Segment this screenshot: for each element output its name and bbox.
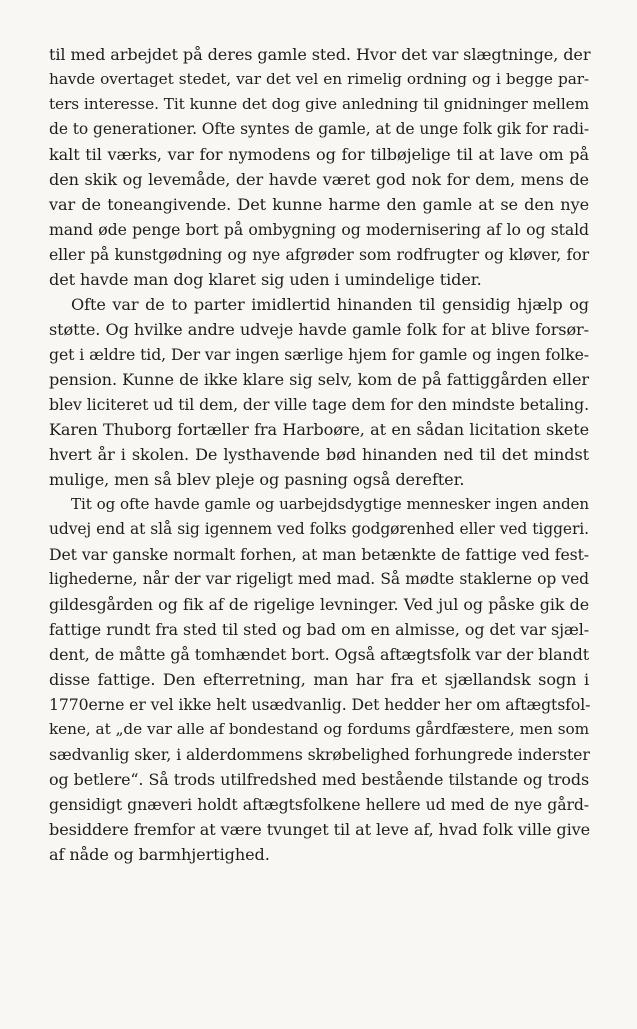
text-line: det havde man dog klaret sig uden i umindelige tider. — [49, 270, 482, 289]
text-line: ters interesse. Tit kunne det dog give anledning til gnidninger mellem — [49, 95, 589, 113]
text-line: lighederne, når der var rigeligt med mad. Så mødte staklerne op ved — [49, 570, 589, 588]
text-line: Ofte var de to parter imidlertid hinanden til gensidig hjælp og — [71, 295, 589, 314]
text-line: get i ældre tid, Der var ingen særlige hjem for gamle og ingen folke- — [49, 345, 589, 364]
text-line: var de toneangivende. Det kunne harme den gamle at se den nye — [49, 195, 589, 214]
text-line: Tit og ofte havde gamle og uarbejdsdygtige mennesker ingen anden — [71, 495, 589, 513]
text-line: Det var ganske normalt forhen, at man betænkte de fattige ved fest- — [49, 545, 589, 564]
text-line: kene, at „de var alle af bondestand og fordums gårdfæstere, men som — [49, 720, 589, 738]
text-line: den skik og levemåde, der havde været god nok for dem, mens de — [49, 170, 589, 189]
text-line: fattige rundt fra sted til sted og bad om en almisse, og det var sjæl- — [49, 620, 589, 639]
text-line: gildesgården og fik af de rigelige levninger. Ved jul og påske gik de — [49, 595, 589, 614]
text-line: mand øde penge bort på ombygning og modernisering af lo og stald — [49, 220, 589, 239]
text-line: kalt til værks, var for nymodens og for tilbøjelige til at lave om på — [49, 145, 589, 164]
text-line: pension. Kunne de ikke klare sig selv, kom de på fattiggården eller — [49, 370, 589, 389]
text-line: hvert år i skolen. De lysthavende bød hinanden ned til det mindst — [49, 445, 589, 464]
text-line: af nåde og barmhjertighed. — [49, 845, 270, 864]
text-line: sædvanlig sker, i alderdommens skrøbelighed forhungrede inderster — [49, 745, 590, 764]
text-line: Karen Thuborg fortæller fra Harboøre, at en sådan licitation skete — [49, 420, 589, 439]
text-line: og betlere“. Så trods utilfredshed med bestående tilstande og trods — [49, 770, 589, 789]
text-line: dent, de måtte gå tomhændet bort. Også aftægtsfolk var der blandt — [49, 645, 589, 664]
text-line: havde overtaget stedet, var det vel en rimelig ordning og i begge par- — [49, 70, 589, 88]
text-line: gensidigt gnæveri holdt aftægtsfolkene hellere ud med de nye gård- — [49, 795, 589, 814]
text-line: besiddere fremfor at være tvunget til at leve af, hvad folk ville give — [49, 820, 591, 839]
text-line: disse fattige. Den efterretning, man har fra et sjællandsk sogn i — [49, 670, 589, 689]
text-line: blev liciteret ud til dem, der ville tage dem for den mindste betaling. — [49, 395, 589, 414]
text-line: til med arbejdet på deres gamle sted. Hvor det var slægtninge, der — [49, 45, 591, 64]
text-line: 1770erne er vel ikke helt usædvanlig. Det hedder her om aftægtsfol- — [49, 695, 591, 714]
text-line: støtte. Og hvilke andre udveje havde gamle folk for at blive forsør- — [49, 320, 589, 339]
body-text — [49, 42, 589, 867]
text-line: mulige, men så blev pleje og pasning også derefter. — [49, 470, 465, 489]
text-line: udvej end at slå sig igennem ved folks godgørenhed eller ved tiggeri. — [49, 520, 589, 538]
text-line: eller på kunstgødning og nye afgrøder som rodfrugter og kløver, for — [49, 245, 589, 264]
text-line: de to generationer. Ofte syntes de gamle, at de unge folk gik for radi- — [49, 120, 589, 138]
